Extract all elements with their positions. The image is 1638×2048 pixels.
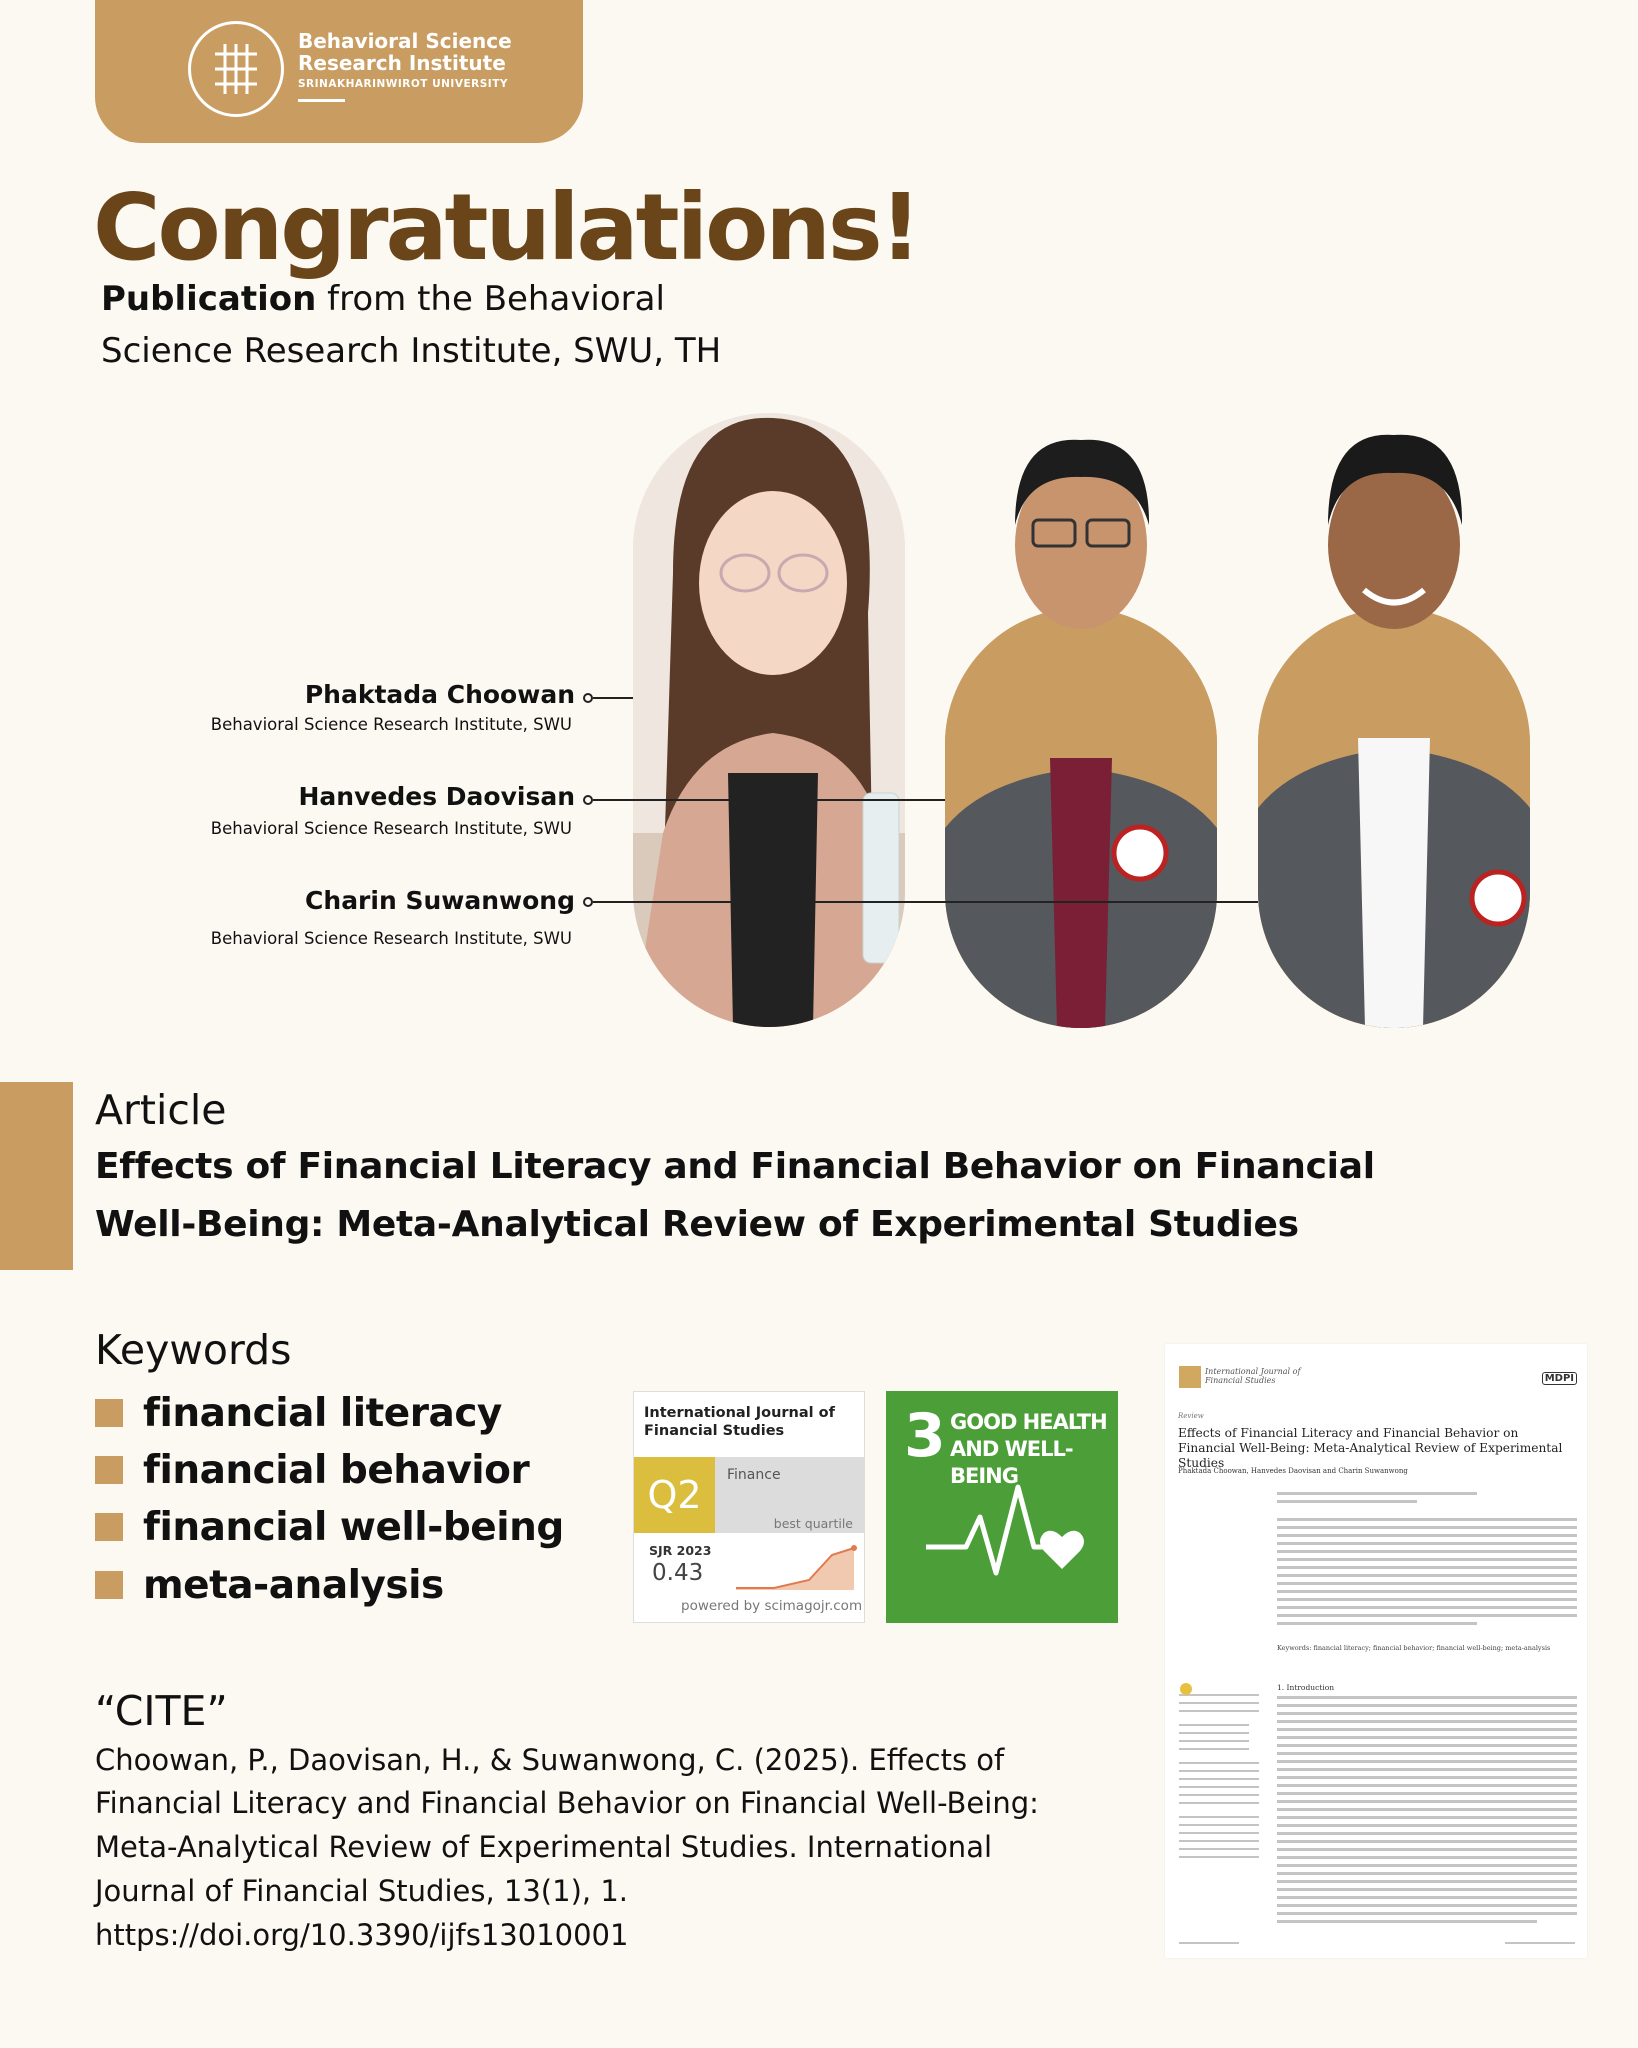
author-name-2: Hanvedes Daovisan bbox=[298, 782, 575, 811]
keyword-item bbox=[95, 1504, 564, 1550]
keyword-item bbox=[95, 1390, 502, 1436]
sjr-journal-name: International Journal of Financial Studies bbox=[644, 1405, 835, 1439]
headline: Congratulations! bbox=[93, 174, 919, 281]
paper-authors: Phaktada Choowan, Hanvedes Daovisan and Charin Suwanwong bbox=[1178, 1467, 1408, 1475]
sdg-title-line1: GOOD HEALTH bbox=[950, 1410, 1107, 1434]
author-3-head-illustration bbox=[1258, 405, 1530, 655]
connector-line-2 bbox=[593, 799, 945, 801]
paper-type: Review bbox=[1178, 1412, 1204, 1420]
bullet-square-icon bbox=[95, 1456, 123, 1484]
article-accent-bar bbox=[0, 1082, 73, 1270]
bullet-square-icon bbox=[95, 1571, 123, 1599]
sjr-badge[interactable] bbox=[633, 1391, 865, 1623]
sjr-best-quartile: best quartile bbox=[773, 1516, 853, 1531]
citation-line: Choowan, P., Daovisan, H., & Suwanwong, C. (2025). Effects of bbox=[95, 1743, 1005, 1777]
keyword-text: financial well-being bbox=[143, 1504, 564, 1550]
citation-line: Financial Literacy and Financial Behavior on Financial Well-Being: bbox=[95, 1786, 1039, 1820]
bullet-square-icon bbox=[95, 1513, 123, 1541]
author-photo-2 bbox=[945, 608, 1217, 1028]
sjr-value: 0.43 bbox=[652, 1560, 704, 1586]
sjr-powered-by: powered by scimagojr.com bbox=[681, 1598, 863, 1614]
connector-dot-3 bbox=[583, 897, 593, 907]
bullet-square-icon bbox=[95, 1399, 123, 1427]
paper-journal-line2: Financial Studies bbox=[1205, 1376, 1276, 1385]
paper-title: Effects of Financial Literacy and Financial Behavior on Financial Well-Being: Meta-Analytical Review of Experimental Studies bbox=[1178, 1426, 1563, 1470]
connector-line-3 bbox=[593, 901, 1258, 903]
keyword-text: meta-analysis bbox=[143, 1562, 444, 1608]
paper-preview[interactable] bbox=[1165, 1344, 1587, 1958]
university-name: SRINAKHARINWIROT UNIVERSITY bbox=[298, 78, 508, 90]
publication-line2: Science Research Institute, SWU, TH bbox=[101, 331, 722, 371]
paper-keywords: Keywords: financial literacy; financial behavior; financial well-being; meta-analysis bbox=[1277, 1644, 1551, 1652]
article-title-line2: Well-Being: Meta-Analytical Review of Experimental Studies bbox=[95, 1204, 1299, 1245]
paper-journal-line1: International Journal of bbox=[1205, 1367, 1301, 1376]
institute-name-line2: Research Institute bbox=[298, 51, 506, 75]
author-photo-1 bbox=[633, 413, 905, 1027]
author-affiliation-2: Behavioral Science Research Institute, SWU bbox=[210, 819, 572, 838]
article-title-line1: Effects of Financial Literacy and Financial Behavior on Financial bbox=[95, 1146, 1375, 1187]
citation-line: Journal of Financial Studies, 13(1), 1. bbox=[95, 1874, 628, 1908]
keyword-text: financial literacy bbox=[143, 1390, 502, 1436]
institute-name bbox=[298, 30, 512, 74]
sjr-trend-sparkline bbox=[734, 1540, 859, 1592]
sdg-number: 3 bbox=[904, 1401, 946, 1471]
mdpi-logo: MDPI bbox=[1542, 1372, 1577, 1385]
institute-logo-icon bbox=[188, 21, 284, 117]
publication-line1 bbox=[101, 279, 665, 319]
connector-dot-1 bbox=[583, 693, 593, 703]
sdg-3-badge bbox=[886, 1391, 1118, 1623]
heartbeat-icon bbox=[922, 1477, 1087, 1587]
header-divider bbox=[298, 99, 345, 102]
institute-header bbox=[95, 0, 583, 143]
institute-name-line1: Behavioral Science bbox=[298, 29, 512, 53]
paper-section-heading: 1. Introduction bbox=[1277, 1683, 1335, 1692]
keyword-item bbox=[95, 1447, 530, 1493]
connector-dot-2 bbox=[583, 795, 593, 805]
connector-line-1 bbox=[593, 697, 633, 699]
author-affiliation-1: Behavioral Science Research Institute, SWU bbox=[210, 715, 572, 734]
keywords-label: Keywords bbox=[95, 1326, 292, 1374]
author-name-1: Phaktada Choowan bbox=[304, 680, 575, 709]
publication-bold: Publication bbox=[101, 279, 317, 319]
sjr-category: Finance bbox=[727, 1467, 781, 1483]
keyword-text: financial behavior bbox=[143, 1447, 530, 1493]
sjr-year: SJR 2023 bbox=[649, 1543, 712, 1558]
article-label: Article bbox=[95, 1086, 227, 1134]
author-photo-3 bbox=[1258, 608, 1530, 1028]
sdg-title-line2: AND WELL-BEING bbox=[950, 1437, 1073, 1488]
author-2-head-illustration bbox=[945, 405, 1217, 655]
cite-label: “CITE” bbox=[95, 1687, 228, 1735]
author-affiliation-3: Behavioral Science Research Institute, SWU bbox=[210, 929, 572, 948]
sjr-category-box bbox=[715, 1457, 865, 1533]
keyword-item bbox=[95, 1562, 444, 1608]
sjr-quartile: Q2 bbox=[634, 1457, 715, 1533]
author-name-3: Charin Suwanwong bbox=[305, 886, 575, 915]
publication-rest: from the Behavioral bbox=[316, 279, 665, 319]
citation-line: Meta-Analytical Review of Experimental Studies. International bbox=[95, 1830, 993, 1864]
doi-link[interactable]: https://doi.org/10.3390/ijfs13010001 bbox=[95, 1918, 629, 1952]
